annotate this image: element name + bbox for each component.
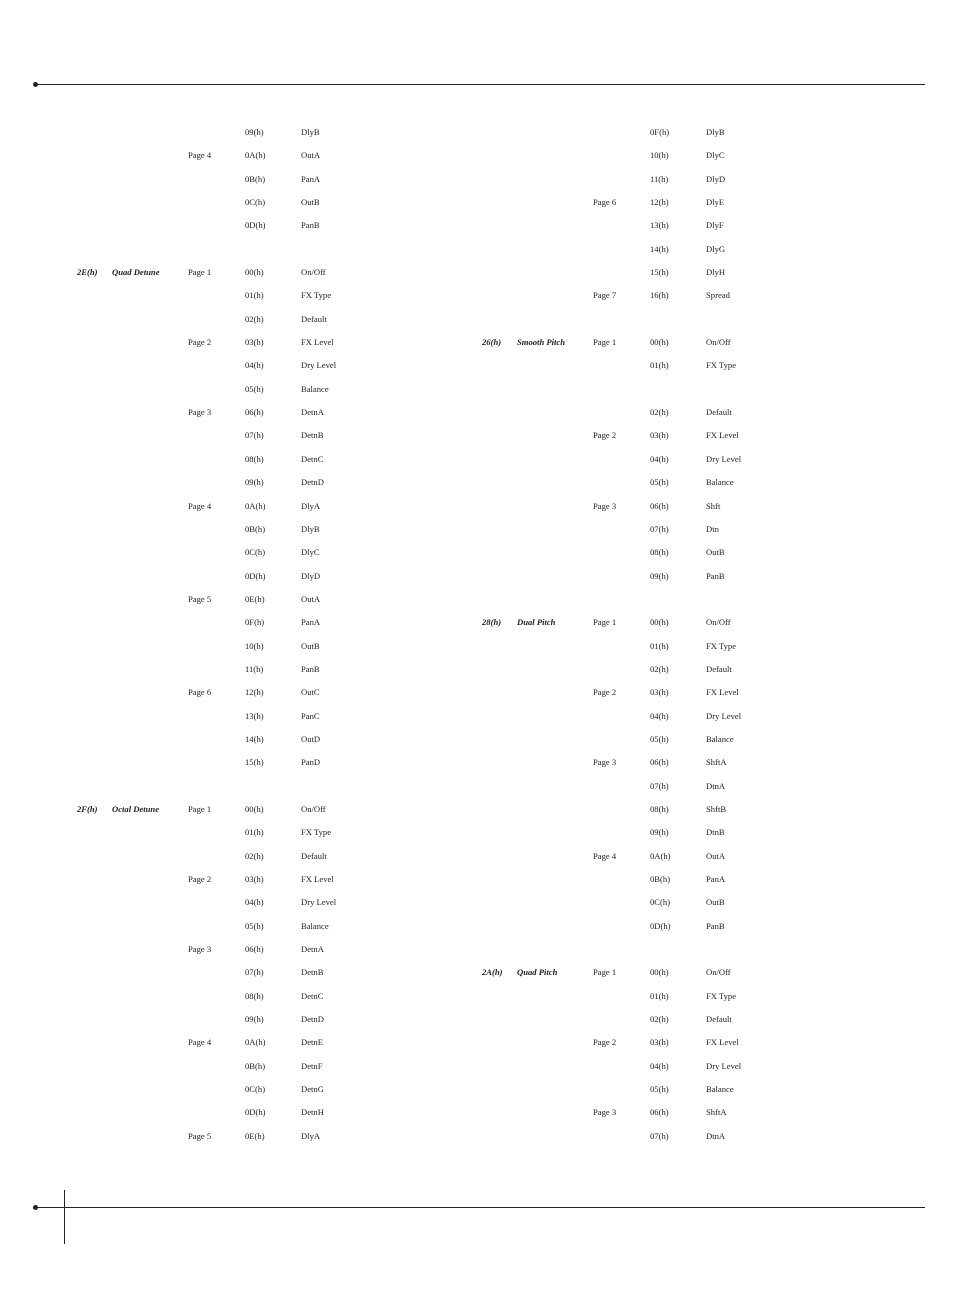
parameter-name: Default (706, 1014, 732, 1025)
parameter-hex: 00(h) (245, 267, 264, 278)
page-label: Page 4 (188, 150, 212, 161)
parameter-name: DetnE (301, 1037, 323, 1048)
parameter-hex: 13(h) (245, 710, 264, 721)
parameter-hex: 06(h) (650, 757, 669, 768)
parameter-name: DetnC (301, 453, 324, 464)
parameter-hex: 07(h) (650, 523, 669, 534)
parameter-name: DetnC (301, 990, 324, 1001)
parameter-name: DlyG (706, 243, 726, 254)
parameter-hex: 02(h) (245, 313, 264, 324)
parameter-hex: 04(h) (650, 453, 669, 464)
parameter-name: PanB (301, 663, 320, 674)
parameter-name: Dry Level (706, 1060, 742, 1071)
page-label: Page 1 (593, 617, 617, 628)
parameter-name: OutD (301, 733, 321, 744)
parameter-hex: 02(h) (650, 1014, 669, 1025)
parameter-hex: 01(h) (650, 360, 669, 371)
parameter-name: PanA (301, 617, 321, 628)
parameter-name: DlyD (706, 173, 726, 184)
page-label: Page 2 (188, 874, 212, 884)
parameter-hex: 11(h) (650, 173, 669, 184)
top-rule-dot (33, 82, 38, 87)
parameter-hex: 02(h) (650, 407, 669, 418)
parameter-name: FX Level (301, 874, 334, 884)
parameter-hex: 04(h) (245, 360, 264, 371)
parameter-hex: 00(h) (650, 337, 669, 348)
parameter-hex: 05(h) (650, 1084, 669, 1095)
parameter-name: DetnB (301, 430, 324, 441)
parameter-hex: 0E(h) (245, 1130, 265, 1141)
parameter-name: Default (301, 850, 327, 861)
parameter-name: DlyB (301, 127, 320, 137)
parameter-hex: 0D(h) (245, 570, 266, 581)
effect-name: Quad Detune (112, 267, 160, 278)
parameter-hex: 06(h) (245, 407, 264, 418)
page-label: Page 4 (188, 500, 212, 511)
parameter-name: DetnF (301, 1060, 323, 1071)
parameter-hex: 07(h) (245, 430, 264, 441)
parameter-hex: 0F(h) (650, 127, 670, 137)
page-label: Page 1 (188, 803, 212, 814)
parameter-name: FX Type (706, 990, 737, 1001)
top-rule (36, 84, 925, 85)
parameter-name: FX Level (301, 337, 334, 348)
parameter-hex: 04(h) (650, 1060, 669, 1071)
parameter-name: DetnH (301, 1107, 324, 1118)
parameter-name: ShftA (706, 1107, 727, 1118)
page-label: Page 5 (188, 593, 212, 604)
parameter-hex: 15(h) (245, 757, 264, 768)
parameter-name: FX Type (706, 640, 737, 651)
page-label: Page 4 (593, 850, 617, 861)
parameter-hex: 09(h) (245, 127, 264, 137)
crop-mark (64, 1190, 65, 1244)
parameter-hex: 10(h) (245, 640, 264, 651)
parameter-hex: 0B(h) (245, 523, 266, 534)
parameter-name: DetnD (301, 1014, 324, 1025)
parameter-hex: 0D(h) (650, 920, 671, 931)
parameter-hex: 08(h) (650, 803, 669, 814)
parameter-hex: 07(h) (245, 967, 264, 978)
parameter-hex: 12(h) (650, 197, 669, 208)
parameter-name: DlyB (706, 127, 725, 137)
parameter-name: On/Off (301, 267, 326, 278)
page-label: Page 2 (593, 687, 617, 698)
parameter-hex: 02(h) (650, 663, 669, 674)
parameter-name: FX Type (301, 290, 332, 301)
parameter-name: Dry Level (301, 360, 337, 371)
parameter-hex: 0A(h) (650, 850, 671, 861)
parameter-hex: 03(h) (245, 337, 264, 348)
parameter-hex: 04(h) (650, 710, 669, 721)
parameter-hex: 05(h) (650, 477, 669, 488)
parameter-hex: 06(h) (650, 500, 669, 511)
parameter-name: DlyE (706, 197, 725, 208)
parameter-hex: 06(h) (245, 944, 264, 955)
parameter-hex: 0B(h) (245, 173, 266, 184)
parameter-hex: 0A(h) (245, 150, 266, 161)
parameter-name: PanD (301, 757, 321, 768)
parameter-hex: 12(h) (245, 687, 264, 698)
parameter-name: PanB (706, 920, 725, 931)
parameter-name: On/Off (706, 967, 731, 978)
parameter-name: DlyD (301, 570, 321, 581)
parameter-hex: 05(h) (650, 733, 669, 744)
parameter-hex: 0C(h) (245, 547, 266, 558)
page-label: Page 2 (188, 337, 212, 348)
parameter-name: Dry Level (706, 453, 742, 464)
parameter-hex: 14(h) (650, 243, 669, 254)
parameter-hex: 01(h) (650, 990, 669, 1001)
parameter-name: OutB (706, 897, 725, 908)
parameter-name: DetnD (301, 477, 324, 488)
parameter-hex: 07(h) (650, 1130, 669, 1141)
parameter-hex: 13(h) (650, 220, 669, 231)
parameter-hex: 08(h) (245, 990, 264, 1001)
parameter-name: DlyF (706, 220, 724, 231)
page-label: Page 1 (593, 337, 617, 348)
parameter-name: OutA (301, 593, 321, 604)
parameter-name: DlyC (301, 547, 320, 558)
parameter-hex: 0A(h) (245, 500, 266, 511)
parameter-hex: 03(h) (650, 687, 669, 698)
parameter-name: PanC (301, 710, 320, 721)
effect-code: 2A(h) (482, 967, 503, 978)
parameter-name: DtnA (706, 1130, 726, 1141)
parameter-name: DetnA (301, 944, 324, 955)
parameter-name: Balance (706, 477, 734, 488)
bottom-rule (36, 1207, 925, 1208)
parameter-name: DlyB (301, 523, 320, 534)
parameter-hex: 0D(h) (245, 1107, 266, 1118)
parameter-hex: 03(h) (245, 874, 264, 884)
parameter-name: ShftB (706, 803, 727, 814)
parameter-name: Dry Level (301, 897, 337, 908)
parameter-name: OutA (301, 150, 321, 161)
parameter-hex: 10(h) (650, 150, 669, 161)
parameter-name: Default (301, 313, 327, 324)
parameter-name: DlyA (301, 500, 321, 511)
parameter-name: FX Level (706, 687, 739, 698)
page-label: Page 6 (188, 687, 212, 698)
parameter-name: OutB (706, 547, 725, 558)
parameter-hex: 15(h) (650, 267, 669, 278)
page-label: Page 1 (188, 267, 212, 278)
page-label: Page 3 (593, 757, 617, 768)
page-label: Page 2 (593, 430, 617, 441)
parameter-hex: 01(h) (650, 640, 669, 651)
parameter-name: Balance (706, 1084, 734, 1095)
parameter-hex: 0B(h) (245, 1060, 266, 1071)
parameter-name: On/Off (706, 617, 731, 628)
parameter-name: DetnB (301, 967, 324, 978)
parameter-hex: 0D(h) (245, 220, 266, 231)
parameter-hex: 0C(h) (245, 197, 266, 208)
parameter-name: PanA (706, 874, 726, 884)
page-label: Page 6 (593, 197, 617, 208)
parameter-name: Default (706, 663, 732, 674)
parameter-name: Dry Level (706, 710, 742, 721)
parameter-name: DlyA (301, 1130, 321, 1141)
parameter-hex: 00(h) (245, 803, 264, 814)
page-label: Page 3 (593, 1107, 617, 1118)
parameter-hex: 01(h) (245, 827, 264, 838)
parameter-name: OutB (301, 640, 320, 651)
effect-code: 26(h) (482, 337, 502, 348)
parameter-hex: 16(h) (650, 290, 669, 301)
page-label: Page 7 (593, 290, 617, 301)
parameter-name: Default (706, 407, 732, 418)
parameter-name: Spread (706, 290, 730, 301)
parameter-hex: 03(h) (650, 430, 669, 441)
parameter-name: OutB (301, 197, 320, 208)
parameter-name: DlyH (706, 267, 726, 278)
parameter-hex: 00(h) (650, 967, 669, 978)
page-label: Page 1 (593, 967, 617, 978)
parameter-name: PanB (706, 570, 725, 581)
page-label: Page 2 (593, 1037, 617, 1048)
bottom-rule-dot (33, 1205, 38, 1210)
effect-name: Quad Pitch (517, 967, 558, 978)
parameter-name: DtnA (706, 780, 726, 791)
effect-code: 2F(h) (77, 803, 98, 814)
parameter-hex: 09(h) (245, 477, 264, 488)
parameter-name: OutC (301, 687, 320, 698)
parameter-name: Shft (706, 500, 721, 511)
parameter-name: ShftA (706, 757, 727, 768)
parameter-name: Balance (301, 920, 329, 931)
parameter-hex: 08(h) (245, 453, 264, 464)
parameter-name: FX Type (301, 827, 332, 838)
parameter-name: FX Level (706, 430, 739, 441)
effect-code: 28(h) (482, 617, 502, 628)
parameter-hex: 05(h) (245, 920, 264, 931)
page-label: Page 3 (593, 500, 617, 511)
parameter-hex: 09(h) (650, 570, 669, 581)
parameter-hex: 09(h) (245, 1014, 264, 1025)
parameter-name: DetnA (301, 407, 324, 418)
parameter-hex: 11(h) (245, 663, 264, 674)
parameter-hex: 09(h) (650, 827, 669, 838)
parameter-name: FX Level (706, 1037, 739, 1048)
parameter-name: PanB (301, 220, 320, 231)
effect-name: Dual Pitch (517, 617, 556, 628)
page-label: Page 5 (188, 1130, 212, 1141)
parameter-hex: 07(h) (650, 780, 669, 791)
parameter-name: On/Off (706, 337, 731, 348)
parameter-hex: 06(h) (650, 1107, 669, 1118)
parameter-name: DlyC (706, 150, 725, 161)
page-label: Page 3 (188, 407, 212, 418)
parameter-hex: 0E(h) (245, 593, 265, 604)
effect-code: 2E(h) (77, 267, 98, 278)
parameter-hex: 05(h) (245, 383, 264, 394)
parameter-name: DetnG (301, 1084, 324, 1095)
parameter-hex: 0C(h) (650, 897, 671, 908)
parameter-name: OutA (706, 850, 726, 861)
parameter-hex: 00(h) (650, 617, 669, 628)
page-label: Page 4 (188, 1037, 212, 1048)
parameter-hex: 14(h) (245, 733, 264, 744)
parameter-hex: 01(h) (245, 290, 264, 301)
parameter-hex: 0B(h) (650, 874, 671, 884)
parameter-hex: 04(h) (245, 897, 264, 908)
parameter-name: FX Type (706, 360, 737, 371)
parameter-hex: 0C(h) (245, 1084, 266, 1095)
effect-name: Smooth Pitch (517, 337, 565, 348)
parameter-name: Dtn (706, 523, 719, 534)
parameter-name: DtnB (706, 827, 725, 838)
page-label: Page 3 (188, 944, 212, 955)
parameter-hex: 0A(h) (245, 1037, 266, 1048)
parameter-hex: 03(h) (650, 1037, 669, 1048)
parameter-name: Balance (301, 383, 329, 394)
parameter-name: Balance (706, 733, 734, 744)
parameter-name: PanA (301, 173, 321, 184)
parameter-hex: 0F(h) (245, 617, 265, 628)
parameter-hex: 02(h) (245, 850, 264, 861)
parameter-name: On/Off (301, 803, 326, 814)
parameter-hex: 08(h) (650, 547, 669, 558)
effect-name: Octal Detune (112, 803, 160, 814)
